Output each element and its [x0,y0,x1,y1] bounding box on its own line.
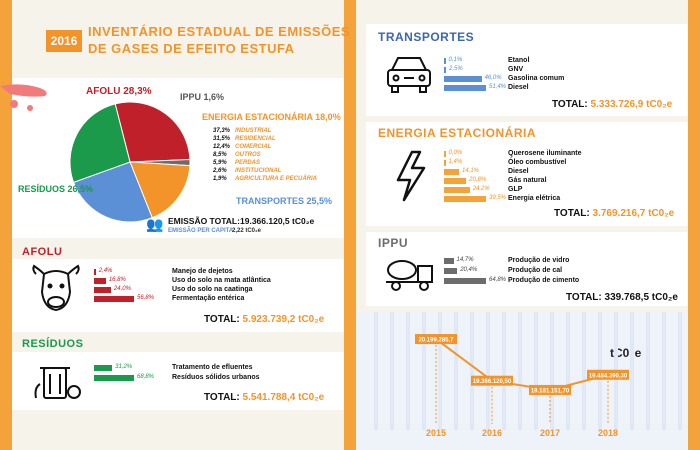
bar-label: Energia elétrica [508,195,561,202]
afolu-bars [94,268,334,318]
transportes-total [552,99,672,110]
bar-pct: 51,4% [489,84,507,90]
breakdown-label: INSTITUCIONAL [235,168,282,174]
trend-year-label: 2016 [481,428,503,438]
bar-pct: 20,8% [469,177,487,183]
trend-value-label: 20.199.285,7 [418,337,454,344]
right-stripe [688,0,700,450]
energia-total [554,208,674,219]
bar [444,151,446,157]
breakdown-pct: 12,4% [213,144,231,150]
pie-label-afolu: AFOLU 28,3% [86,86,152,97]
breakdown-row [213,160,260,166]
pie-label-ippu: IPPU 1,6% [180,92,225,102]
bar-pct: 2,4% [98,268,113,274]
bar-label: Etanol [508,57,530,64]
transportes-total-value: 5.333.726,9 tC0₂e [590,99,673,110]
bar [444,196,486,202]
breakdown-row [213,152,261,158]
bar-label: Manejo de dejetos [172,268,233,275]
percapita-value: 2,22 tC0₂e [232,228,262,234]
bar [94,375,134,381]
residuos-total [204,392,324,403]
trend-year-label: 2015 [425,428,447,438]
ippu-total [566,292,678,303]
breakdown-pct: 5,9% [213,160,227,166]
trend-chart-title: tC0₂e [610,346,642,360]
bar-label: Produção de cimento [508,277,580,284]
bar [444,258,454,264]
bar [444,278,486,284]
bar [444,160,446,166]
breakdown-label: OUTROS [235,152,261,158]
trend-value-label: 19.484.390,30 [588,373,628,380]
bar-pct: 0,0% [448,150,463,156]
decor-splash [0,78,60,118]
bar-label: Gás natural [508,177,547,184]
cement-truck-icon [384,256,436,292]
bar-pct: 20,4% [460,267,478,273]
bar-pct: 14,7% [456,257,474,263]
bar [444,58,446,64]
breakdown-pct: 31,5% [213,136,231,142]
breakdown-pct: 2,6% [213,168,227,174]
bar-label: Uso do solo na caatinga [172,286,253,293]
cow-icon [30,262,82,314]
center-stripe [344,0,356,450]
ippu-total-label: TOTAL: [566,292,602,303]
bar-label: GNV [508,66,524,73]
bar [444,268,457,274]
ippu-bars [444,257,674,287]
page-title-line2: DE GASES DE EFEITO ESTUFA [88,41,295,56]
left-stripe [0,0,12,450]
afolu-total-label: TOTAL: [204,314,240,325]
trend-value-label: 19.181.151,70 [530,388,570,395]
energia-title: ENERGIA ESTACIONÁRIA [378,126,537,140]
breakdown-label: RESIDENCIAL [235,136,276,142]
garbage-icon [32,354,84,402]
bar [444,85,486,91]
emissions-pie [60,92,200,232]
car-icon [384,52,434,98]
percapita-label: EMISSÃO PER CAPITA: [168,228,236,234]
ippu-total-value: 339.768,5 tC0₂e [604,292,678,303]
breakdown-pct: 1,9% [213,176,227,182]
bar [444,178,466,184]
breakdown-pct: 8,5% [213,152,227,158]
bar-pct: 39,5% [489,195,507,201]
bar-pct: 64,8% [489,277,507,283]
breakdown-pct: 37,3% [213,128,231,134]
residuos-title: RESÍDUOS [22,338,84,350]
breakdown-label: COMERCIAL [235,144,272,150]
breakdown-label: PERDAS [235,160,261,166]
bar-label: Tratamento de efluentes [172,364,253,371]
bar [444,187,470,193]
breakdown-row [213,136,276,142]
breakdown-row [213,176,317,182]
page-title-line1: INVENTÁRIO ESTADUAL DE EMISSÕES [88,24,351,39]
bar-label: Óleo combustível [508,159,567,166]
bar [94,296,134,302]
breakdown-row [213,144,271,150]
bar-pct: 0,1% [448,57,463,63]
bar-pct: 2,5% [449,66,463,72]
bar-pct: 31,2% [115,364,133,370]
bar-pct: 46,0% [484,75,502,81]
trend-value-label: 19.366.120,50 [472,379,512,386]
pie-label-residuos: RESÍDUOS 26,5% [18,184,94,194]
breakdown-row [213,128,271,134]
trend-chart [356,312,688,450]
pie-label-transportes: TRANSPORTES 25,5% [236,196,333,206]
bar-label: Diesel [508,168,529,175]
bar-label: Produção de cal [508,267,563,274]
bar-pct: 24,0% [113,286,131,292]
bar-label: Fermentação entérica [172,295,245,302]
bar-pct: 14,1% [461,168,479,174]
transportes-bars [444,57,674,97]
bar [94,365,112,371]
bar-label: Uso do solo na mata atlântica [172,277,271,284]
bar [94,269,96,275]
transportes-title: TRANSPORTES [378,30,475,44]
bar [444,67,446,73]
bar [94,278,106,284]
bar-pct: 56,8% [137,295,155,301]
bar-label: Gasolina comum [508,75,565,82]
energia-total-label: TOTAL: [554,208,590,219]
bar-label: Querosene iluminante [508,150,582,157]
year-badge: 2016 [46,30,82,52]
bar-label: Diesel [508,84,529,91]
residuos-bars [94,364,334,384]
residuos-total-value: 5.541.788,4 tC0₂e [242,392,325,403]
bar [94,287,111,293]
bar-label: Produção de vidro [508,257,570,264]
breakdown-label: AGRICULTURA E PECUÁRIA [235,176,317,182]
energia-bars [444,150,674,208]
breakdown-row [213,168,281,174]
afolu-title: AFOLU [22,246,63,258]
ippu-title: IPPU [378,236,409,250]
transportes-total-label: TOTAL: [552,99,588,110]
bar-pct: 24,2% [472,186,490,192]
people-icon: 👥 [146,216,164,232]
trend-year-label: 2018 [597,428,619,438]
lightning-icon [394,150,428,202]
total-emission-label: EMISSÃO TOTAL: [168,216,240,226]
bar-pct: 68,8% [137,374,155,380]
breakdown-label: INDUSTRIAL [235,128,272,134]
bar-pct: 1,4% [448,159,463,165]
energia-total-value: 3.769.216,7 tC0₂e [592,208,675,219]
bar-label: GLP [508,186,523,193]
afolu-total-value: 5.923.739,2 tC0₂e [242,314,325,325]
bar-pct: 16,8% [108,277,126,283]
trend-year-label: 2017 [539,428,561,438]
bar [444,76,482,82]
pie-label-energia: ENERGIA ESTACIONÁRIA 18,0% [202,112,341,122]
bar-label: Resíduos sólidos urbanos [172,374,260,381]
bar [444,169,459,175]
total-emission-value: 19.366.120,5 tC0₂e [240,216,315,226]
afolu-total [204,314,324,325]
residuos-total-label: TOTAL: [204,392,240,403]
